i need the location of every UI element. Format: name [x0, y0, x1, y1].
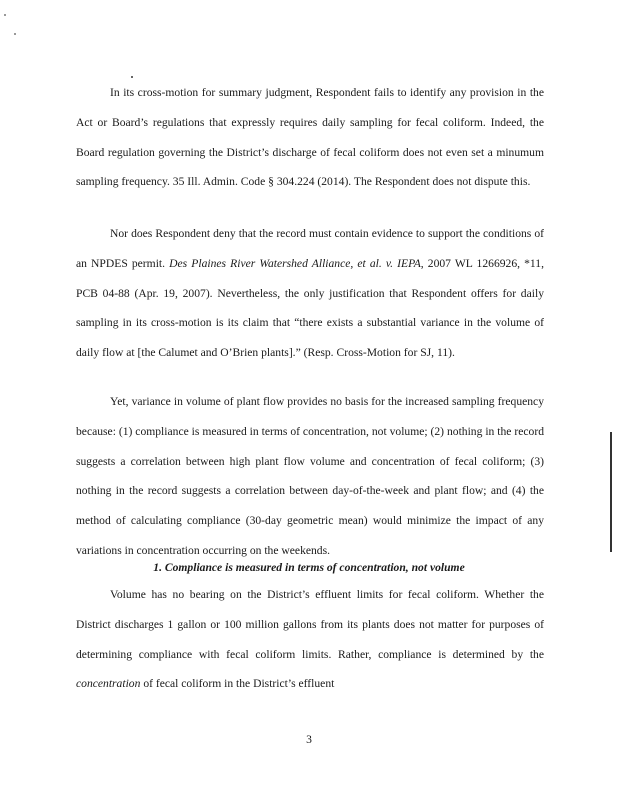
paragraph-4	[76, 580, 544, 699]
paragraph-2	[76, 219, 544, 368]
scan-speck	[14, 33, 16, 35]
section-heading	[0, 561, 618, 574]
case-citation: Des Plaines River Watershed Alliance, et al. v. IEPA	[169, 256, 421, 270]
paragraph-2-continuation: , 2007 WL 1266926, *11, PCB 04-88 (Apr. 19, 2007). Nevertheless, the only justification that Respondent offers for daily sampling in its cross-motion is its claim that “there exists a substantial variance in the volume of daily flow at [the Calumet and O’Brien plants].” (Resp. Cross-Motion for SJ, 11).	[76, 256, 544, 360]
scan-speck	[4, 14, 6, 16]
paragraph-2-text: Nor does Respondent deny that the record must contain evidence to support the conditions of an NPDES permit.	[76, 227, 544, 270]
page-number: 3	[306, 733, 312, 746]
margin-scan-line	[610, 432, 612, 552]
paragraph-4-text: Volume has no bearing on the District’s effluent limits for fecal coliform. Whether the District discharges 1 gallon or 100 million gallons from its plants does not matter for purposes of determining compliance with fecal coliform limits. Rather, compliance is determined by the	[76, 588, 544, 661]
paragraph-3: Yet, variance in volume of plant flow provides no basis for the increased sampling frequency because: (1) compliance is measured in terms of concentration, not volume; (2) nothing in the record suggests a correlation between high plant flow volume and concentration of fecal coliform; (3) nothing in the record suggests a correlation between day-of-the-week and plant flow; and (4) the method of calculating compliance (30-day geometric mean) would minimize the impact of any variations in concentration occurring on the weekends.	[76, 395, 544, 557]
paragraph-4-end: of fecal coliform in the District’s effluent	[143, 677, 335, 691]
emphasis-concentration: concentration	[76, 677, 141, 691]
paragraph-1: In its cross-motion for summary judgment, Respondent fails to identify any provision in the Act or Board’s regulations that expressly requires daily sampling for fecal coliform. Indeed, the Board regulation governing the District’s discharge of fecal coliform does not even set a minumum sampling frequency. 35 Ill. Admin. Code § 304.224 (2014). The Respondent does not dispute this.	[76, 86, 544, 189]
heading-number: 1.	[153, 561, 162, 574]
heading-text: Compliance is measured in terms of concentration, not volume	[164, 561, 465, 574]
